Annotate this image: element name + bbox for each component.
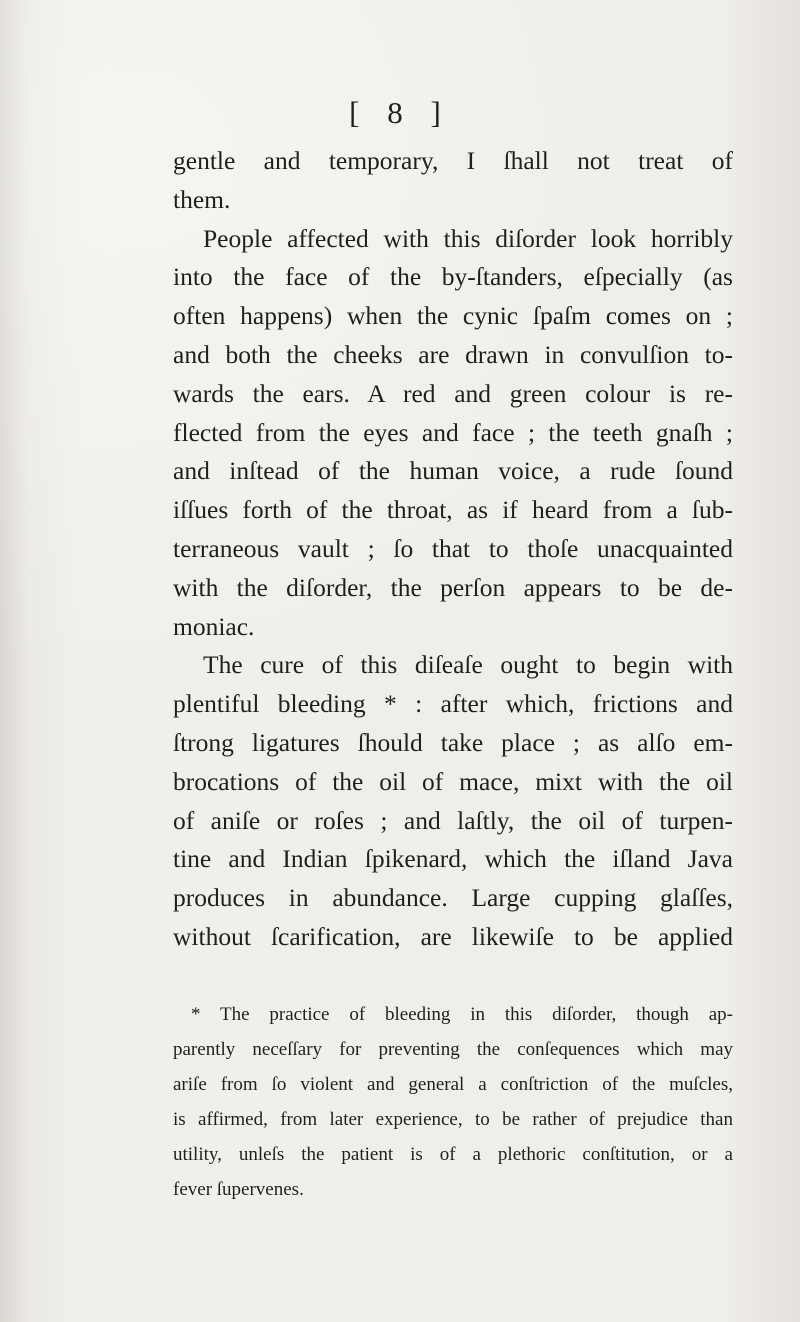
text-line: brocations of the oil of mace, mixt with the oil [173,766,733,796]
page-number: [ 8 ] [349,95,451,130]
text-line: terraneous vault ; ſo that to thoſe unacquainted [173,533,733,563]
footnote-line: fever ſupervenes. [173,1179,304,1200]
text-line: and inſtead of the human voice, a rude ſound [173,456,733,486]
text-line: flected from the eyes and face ; the teeth gnaſh ; [173,417,733,447]
text-line: them. [173,184,231,214]
text-line: often happens) when the cynic ſpaſm comes on ; [173,301,733,331]
text-line: with the diſorder, the perſon appears to be de- [173,572,733,602]
text-line: plentiful bleeding * : after which, frictions and [173,689,733,719]
footnote [173,997,733,1207]
text-line: of aniſe or roſes ; and laſtly, the oil of turpen- [173,805,733,835]
text-line: into the face of the by-ſtanders, eſpecially (as [173,262,733,292]
text-line: moniac. [173,611,255,641]
text-line: tine and Indian ſpikenard, which the iſland Java [173,844,733,874]
footnote-line: parently neceſſary for preventing the conſequences which may [173,1039,733,1060]
footnote-line: * The practice of bleeding in this diſorder, though ap- [191,1004,733,1025]
main-text [173,142,733,957]
text-line: wards the ears. A red and green colour is re- [173,378,733,408]
text-line: without ſcarification, are likewiſe to be applied [173,921,733,951]
text-line: ſtrong ligatures ſhould take place ; as alſo em- [173,727,733,757]
footnote-line: utility, unleſs the patient is of a plethoric conſtitution, or a [173,1144,733,1165]
footnote-line: is affirmed, from later experience, to be rather of prejudice than [173,1109,733,1130]
text-line: produces in abundance. Large cupping glaſſes, [173,883,733,913]
text-line: The cure of this diſeaſe ought to begin with [203,650,733,680]
text-line: and both the cheeks are drawn in convulſion to- [173,339,733,369]
text-line: gentle and temporary, I ſhall not treat of [173,146,733,175]
text-line: People affected with this diſorder look horribly [203,223,733,253]
footnote-line: ariſe from ſo violent and general a conſtriction of the muſcles, [173,1074,733,1095]
text-line: iſſues forth of the throat, as if heard from a ſub- [173,495,733,525]
